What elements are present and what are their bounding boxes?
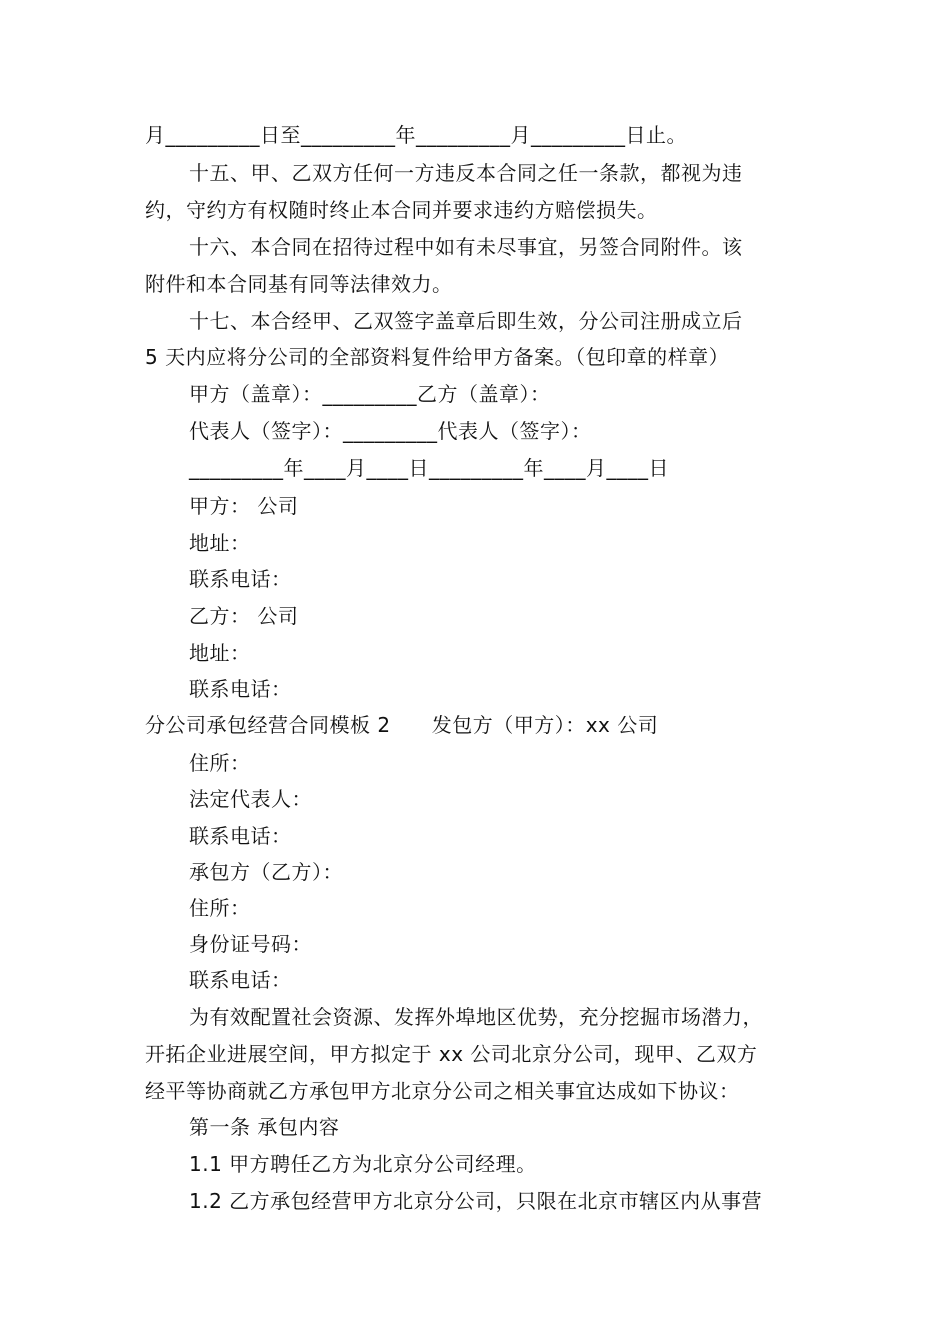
text-line: 地址： — [189, 531, 251, 555]
text-line: 1.2 乙方承包经营甲方北京分公司，只限在北京市辖区内从事营 — [189, 1189, 763, 1213]
text-line: 住所： — [189, 751, 251, 775]
text-line: 第一条 承包内容 — [189, 1115, 340, 1139]
text-line: 乙方： 公司 — [189, 604, 299, 628]
text-line: 为有效配置社会资源、发挥外埠地区优势，充分挖掘市场潜力， — [189, 1005, 763, 1029]
text-line: 联系电话： — [189, 567, 292, 591]
text-line: 附件和本合同基有同等法律效力。 — [145, 272, 453, 296]
text-line: 联系电话： — [189, 677, 292, 701]
section-heading-line: 分公司承包经营合同模板 2 发包方（甲方）：xx 公司 — [145, 713, 659, 737]
text-line: 十五、甲、乙双方任何一方违反本合同之任一条款，都视为违 — [189, 161, 743, 185]
text-line: 十七、本合经甲、乙双签字盖章后即生效，分公司注册成立后 — [189, 309, 743, 333]
text-line: 5 天内应将分公司的全部资料复件给甲方备案。（包印章的样章） — [145, 345, 730, 369]
text-line: 开拓企业进展空间，甲方拟定于 xx 公司北京分公司，现甲、乙双方 — [145, 1042, 758, 1066]
text-line: 联系电话： — [189, 824, 292, 848]
text-line: 十六、本合同在招待过程中如有未尽事宜，另签合同附件。该 — [189, 235, 743, 259]
text-line: 1.1 甲方聘任乙方为北京分公司经理。 — [189, 1152, 537, 1176]
text-line: 月_________日至_________年_________月_________日止。 — [145, 123, 687, 147]
text-line: 甲方： 公司 — [189, 494, 299, 518]
text-line: 身份证号码： — [189, 932, 312, 956]
text-line: 联系电话： — [189, 968, 292, 992]
text-line: 代表人（签字）：_________代表人（签字）： — [189, 419, 592, 443]
text-line: 甲方（盖章）：_________乙方（盖章）： — [189, 382, 551, 406]
text-line: 住所： — [189, 896, 251, 920]
text-line: 承包方（乙方）： — [189, 860, 343, 884]
text-line: 约，守约方有权随时终止本合同并要求违约方赔偿损失。 — [145, 198, 658, 222]
text-line: 地址： — [189, 641, 251, 665]
text-line: 经平等协商就乙方承包甲方北京分公司之相关事宜达成如下协议： — [145, 1079, 740, 1103]
text-line: _________年____月____日_________年____月____日 — [189, 456, 669, 480]
text-line: 法定代表人： — [189, 787, 312, 811]
